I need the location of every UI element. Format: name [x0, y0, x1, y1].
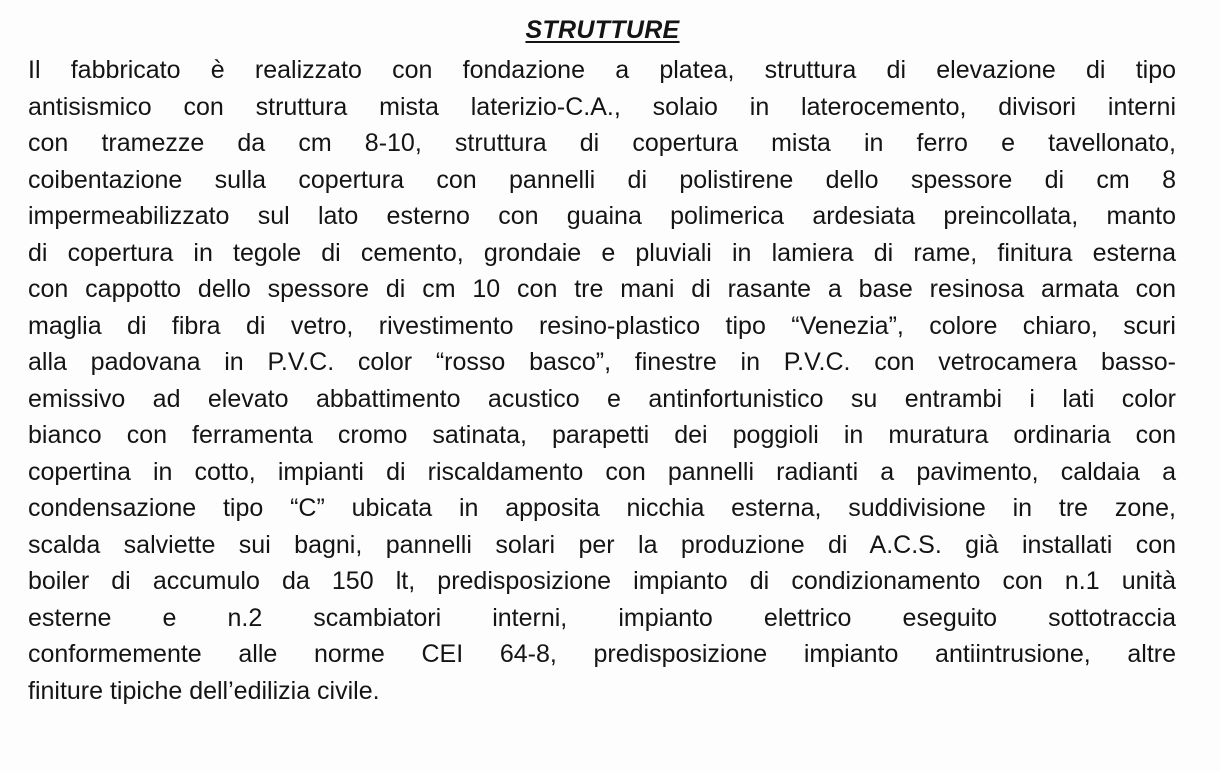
- text-line: scalda salviette sui bagni, pannelli solari per la produzione di A.C.S. già installati con: [28, 530, 1176, 559]
- text-line: conformemente alle norme CEI 64-8, predisposizione impianto antiintrusione, altre: [28, 640, 1176, 668]
- text-line: antisismico con struttura mista laterizio-C.A., solaio in laterocemento, divisori interni: [28, 92, 1176, 121]
- text-line: impermeabilizzato sul lato esterno con guaina polimerica ardesiata preincollata, manto: [28, 202, 1176, 230]
- text-line: bianco con ferramenta cromo satinata, parapetti dei poggioli in muratura ordinaria con: [28, 421, 1176, 449]
- text-line: finiture tipiche dell’edilizia civile.: [28, 676, 380, 705]
- text-line: di copertura in tegole di cemento, grondaie e pluviali in lamiera di rame, finitura esterna: [28, 238, 1176, 267]
- text-line: emissivo ad elevato abbattimento acustico e antinfortunistico su entrambi i lati color: [28, 384, 1176, 413]
- text-line: copertina in cotto, impianti di riscaldamento con pannelli radianti a pavimento, caldaia a: [28, 457, 1176, 486]
- text-line: con cappotto dello spessore di cm 10 con tre mani di rasante a base resinosa armata con: [28, 275, 1176, 303]
- text-line: condensazione tipo “C” ubicata in apposita nicchia esterna, suddivisione in tre zone,: [28, 494, 1176, 522]
- text-line: boiler di accumulo da 150 lt, predisposizione impianto di condizionamento con n.1 unità: [28, 567, 1176, 595]
- section-title: STRUTTURE: [525, 16, 680, 44]
- text-line: maglia di fibra di vetro, rivestimento resino-plastico tipo “Venezia”, colore chiaro, scuri: [28, 311, 1176, 340]
- text-line: coibentazione sulla copertura con pannelli di polistirene dello spessore di cm 8: [28, 165, 1176, 194]
- text-line: alla padovana in P.V.C. color “rosso basco”, finestre in P.V.C. con vetrocamera basso-: [28, 348, 1176, 376]
- paragraph: [28, 52, 1176, 709]
- text-line: esterne e n.2 scambiatori interni, impianto elettrico eseguito sottotraccia: [28, 603, 1176, 632]
- text-line: con tramezze da cm 8-10, struttura di copertura mista in ferro e tavellonato,: [28, 129, 1176, 157]
- text-line: Il fabbricato è realizzato con fondazione a platea, struttura di elevazione di tipo: [28, 56, 1176, 84]
